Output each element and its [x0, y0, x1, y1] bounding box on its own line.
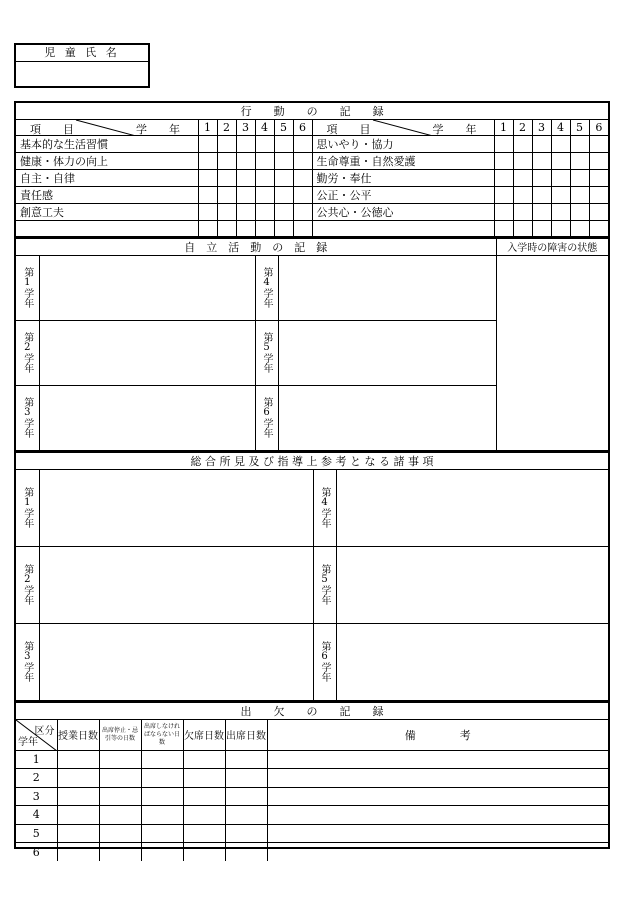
- behavior-mark-cell[interactable]: [198, 204, 217, 221]
- attendance-grade: 4: [16, 806, 57, 825]
- behavior-mark-cell[interactable]: [589, 204, 608, 221]
- overall-entry-2[interactable]: [39, 546, 313, 623]
- corner-grade: 学年: [18, 736, 38, 748]
- overall-entry-6[interactable]: [336, 623, 608, 700]
- attendance-corner: [16, 719, 57, 750]
- attendance-count-cell[interactable]: [225, 769, 267, 788]
- grade-header: 6: [589, 120, 608, 136]
- attendance-count-cell[interactable]: [225, 824, 267, 843]
- behavior-mark-cell[interactable]: [274, 187, 293, 204]
- behavior-item-left: 基本的な生活習慣: [16, 136, 198, 153]
- attendance-count-cell[interactable]: [141, 806, 183, 825]
- attendance-count-cell[interactable]: [99, 843, 141, 862]
- disability-state-entry[interactable]: [496, 255, 608, 450]
- attendance-count-cell[interactable]: [183, 824, 225, 843]
- grade-header: 1: [198, 120, 217, 136]
- attendance-header: 出席日数: [225, 719, 267, 750]
- behavior-item-right: 思いやり・協力: [312, 136, 494, 153]
- grade-header: 1: [494, 120, 513, 136]
- behavior-mark-cell[interactable]: [532, 204, 551, 221]
- behavior-item-right: [312, 221, 494, 237]
- attendance-row: [16, 769, 608, 788]
- overall-entry-4[interactable]: [336, 469, 608, 546]
- behavior-mark-cell[interactable]: [217, 153, 236, 170]
- behavior-item-left: [16, 221, 198, 237]
- behavior-mark-cell[interactable]: [494, 187, 513, 204]
- attendance-count-cell[interactable]: [57, 806, 99, 825]
- behavior-mark-cell[interactable]: [198, 136, 217, 153]
- behavior-record-table: [16, 103, 608, 237]
- attendance-count-cell[interactable]: [99, 750, 141, 769]
- student-name-field[interactable]: [16, 62, 148, 87]
- attendance-remarks-cell[interactable]: [267, 843, 608, 862]
- attendance-count-cell[interactable]: [141, 750, 183, 769]
- independence-entry-2[interactable]: [39, 320, 255, 385]
- behavior-mark-cell[interactable]: [532, 221, 551, 237]
- attendance-grade: 1: [16, 750, 57, 769]
- behavior-row: [16, 136, 608, 153]
- behavior-mark-cell[interactable]: [589, 136, 608, 153]
- behavior-mark-cell[interactable]: [494, 170, 513, 187]
- attendance-title: 出 欠 の 記 録: [16, 702, 608, 720]
- behavior-mark-cell[interactable]: [274, 136, 293, 153]
- independence-entry-1[interactable]: [39, 255, 255, 320]
- behavior-mark-cell[interactable]: [570, 204, 589, 221]
- behavior-mark-cell[interactable]: [236, 187, 255, 204]
- behavior-mark-cell[interactable]: [293, 170, 312, 187]
- attendance-count-cell[interactable]: [225, 806, 267, 825]
- overall-entry-1[interactable]: [39, 469, 313, 546]
- attendance-count-cell[interactable]: [141, 787, 183, 806]
- behavior-mark-cell[interactable]: [274, 170, 293, 187]
- behavior-row: [16, 187, 608, 204]
- behavior-mark-cell[interactable]: [217, 204, 236, 221]
- behavior-mark-cell[interactable]: [255, 153, 274, 170]
- attendance-header: 欠席日数: [183, 719, 225, 750]
- attendance-remarks-cell[interactable]: [267, 750, 608, 769]
- grade-header: 6: [293, 120, 312, 136]
- behavior-mark-cell[interactable]: [274, 153, 293, 170]
- attendance-header: 出席しなければならない日数: [141, 719, 183, 750]
- attendance-count-cell[interactable]: [99, 824, 141, 843]
- attendance-grade: 6: [16, 843, 57, 862]
- overall-entry-3[interactable]: [39, 623, 313, 700]
- behavior-item-left: 責任感: [16, 187, 198, 204]
- student-name-label: 児 童 氏 名: [16, 45, 148, 62]
- behavior-mark-cell[interactable]: [293, 187, 312, 204]
- grade-label: 第2学年: [16, 320, 39, 385]
- behavior-mark-cell[interactable]: [274, 204, 293, 221]
- behavior-mark-cell[interactable]: [570, 221, 589, 237]
- independence-entry-6[interactable]: [278, 385, 496, 450]
- behavior-mark-cell[interactable]: [532, 153, 551, 170]
- grade-label: 第5学年: [313, 546, 336, 623]
- grade-header: 4: [255, 120, 274, 136]
- behavior-mark-cell[interactable]: [255, 187, 274, 204]
- grade-header: 3: [532, 120, 551, 136]
- behavior-mark-cell[interactable]: [293, 204, 312, 221]
- attendance-count-cell[interactable]: [57, 824, 99, 843]
- overall-title: 総 合 所 見 及 び 指 導 上 参 考 と な る 諸 事 項: [16, 452, 608, 470]
- behavior-item-right: 公正・公平: [312, 187, 494, 204]
- attendance-row: [16, 806, 608, 825]
- behavior-mark-cell[interactable]: [570, 187, 589, 204]
- col-item-right: 項 目: [326, 123, 371, 136]
- attendance-count-cell[interactable]: [99, 806, 141, 825]
- disability-state-title: 入学時の障害の状態: [496, 238, 608, 256]
- attendance-count-cell[interactable]: [183, 843, 225, 862]
- grade-header: 2: [513, 120, 532, 136]
- behavior-item-right: 生命尊重・自然愛護: [312, 153, 494, 170]
- grade-label: 第1学年: [16, 255, 39, 320]
- attendance-count-cell[interactable]: [141, 824, 183, 843]
- behavior-mark-cell[interactable]: [551, 153, 570, 170]
- behavior-mark-cell[interactable]: [570, 136, 589, 153]
- grade-label: 第1学年: [16, 469, 39, 546]
- behavior-mark-cell[interactable]: [217, 221, 236, 237]
- grade-label: 第3学年: [16, 385, 39, 450]
- behavior-mark-cell[interactable]: [570, 170, 589, 187]
- behavior-mark-cell[interactable]: [494, 136, 513, 153]
- behavior-mark-cell[interactable]: [589, 153, 608, 170]
- remarks-header: 備 考: [267, 719, 608, 750]
- attendance-grade: 3: [16, 787, 57, 806]
- behavior-mark-cell[interactable]: [513, 221, 532, 237]
- attendance-count-cell[interactable]: [183, 787, 225, 806]
- attendance-count-cell[interactable]: [57, 843, 99, 862]
- behavior-mark-cell[interactable]: [198, 221, 217, 237]
- col-item-left: 項 目: [30, 123, 74, 136]
- overall-entry-5[interactable]: [336, 546, 608, 623]
- attendance-remarks-cell[interactable]: [267, 769, 608, 788]
- independence-entry-5[interactable]: [278, 320, 496, 385]
- grade-label: 第5学年: [255, 320, 278, 385]
- attendance-count-cell[interactable]: [225, 750, 267, 769]
- grade-header: 4: [551, 120, 570, 136]
- behavior-mark-cell[interactable]: [551, 136, 570, 153]
- behavior-mark-cell[interactable]: [532, 170, 551, 187]
- behavior-mark-cell[interactable]: [255, 204, 274, 221]
- behavior-mark-cell[interactable]: [198, 153, 217, 170]
- behavior-mark-cell[interactable]: [236, 136, 255, 153]
- grade-header: 3: [236, 120, 255, 136]
- attendance-count-cell[interactable]: [57, 769, 99, 788]
- behavior-mark-cell[interactable]: [513, 187, 532, 204]
- behavior-mark-cell[interactable]: [513, 204, 532, 221]
- behavior-mark-cell[interactable]: [236, 221, 255, 237]
- attendance-header: 授業日数: [57, 719, 99, 750]
- attendance-remarks-cell[interactable]: [267, 806, 608, 825]
- behavior-row: [16, 221, 608, 237]
- attendance-grade: 5: [16, 824, 57, 843]
- behavior-item-right: 公共心・公徳心: [312, 204, 494, 221]
- behavior-mark-cell[interactable]: [513, 170, 532, 187]
- behavior-mark-cell[interactable]: [236, 170, 255, 187]
- behavior-mark-cell[interactable]: [589, 170, 608, 187]
- attendance-count-cell[interactable]: [141, 843, 183, 862]
- behavior-mark-cell[interactable]: [217, 187, 236, 204]
- grade-label: 第3学年: [16, 623, 39, 700]
- grade-header: 5: [570, 120, 589, 136]
- grade-label: 第4学年: [255, 255, 278, 320]
- attendance-count-cell[interactable]: [99, 769, 141, 788]
- behavior-mark-cell[interactable]: [532, 187, 551, 204]
- behavior-mark-cell[interactable]: [589, 221, 608, 237]
- attendance-remarks-cell[interactable]: [267, 787, 608, 806]
- behavior-mark-cell[interactable]: [513, 136, 532, 153]
- attendance-count-cell[interactable]: [183, 769, 225, 788]
- behavior-header-left: [16, 120, 198, 136]
- grade-header: 5: [274, 120, 293, 136]
- behavior-mark-cell[interactable]: [255, 136, 274, 153]
- behavior-mark-cell[interactable]: [255, 221, 274, 237]
- behavior-mark-cell[interactable]: [513, 153, 532, 170]
- col-grade-left: 学 年: [136, 123, 180, 136]
- behavior-item-left: 自主・自律: [16, 170, 198, 187]
- attendance-table: [16, 701, 608, 862]
- behavior-mark-cell[interactable]: [532, 136, 551, 153]
- independence-entry-4[interactable]: [278, 255, 496, 320]
- behavior-item-left: 創意工夫: [16, 204, 198, 221]
- behavior-mark-cell[interactable]: [570, 153, 589, 170]
- behavior-mark-cell[interactable]: [551, 221, 570, 237]
- attendance-remarks-cell[interactable]: [267, 824, 608, 843]
- independence-title: 自 立 活 動 の 記 録: [16, 238, 496, 256]
- attendance-count-cell[interactable]: [225, 787, 267, 806]
- behavior-row: [16, 170, 608, 187]
- attendance-count-cell[interactable]: [141, 769, 183, 788]
- behavior-mark-cell[interactable]: [494, 153, 513, 170]
- attendance-row: [16, 750, 608, 769]
- grade-label: 第6学年: [255, 385, 278, 450]
- record-sheet: [14, 101, 610, 859]
- attendance-header: 出席停止・忌引等の日数: [99, 719, 141, 750]
- behavior-row: [16, 204, 608, 221]
- behavior-row: [16, 153, 608, 170]
- attendance-row: [16, 824, 608, 843]
- student-name-box: [14, 43, 150, 88]
- attendance-count-cell[interactable]: [183, 750, 225, 769]
- behavior-mark-cell[interactable]: [494, 204, 513, 221]
- behavior-title: 行 動 の 記 録: [16, 103, 608, 120]
- col-grade-right: 学 年: [432, 123, 477, 136]
- overall-remarks-table: [16, 451, 608, 701]
- attendance-row: [16, 843, 608, 862]
- independence-record-table: [16, 237, 608, 451]
- attendance-count-cell[interactable]: [183, 806, 225, 825]
- attendance-row: [16, 787, 608, 806]
- behavior-mark-cell[interactable]: [274, 221, 293, 237]
- behavior-mark-cell[interactable]: [198, 170, 217, 187]
- grade-label: 第2学年: [16, 546, 39, 623]
- behavior-mark-cell[interactable]: [236, 204, 255, 221]
- attendance-count-cell[interactable]: [57, 787, 99, 806]
- behavior-item-left: 健康・体力の向上: [16, 153, 198, 170]
- independence-entry-3[interactable]: [39, 385, 255, 450]
- behavior-mark-cell[interactable]: [589, 187, 608, 204]
- behavior-mark-cell[interactable]: [551, 187, 570, 204]
- behavior-mark-cell[interactable]: [217, 136, 236, 153]
- behavior-item-right: 勤労・奉仕: [312, 170, 494, 187]
- corner-category: 区分: [34, 725, 55, 737]
- grade-label: 第4学年: [313, 469, 336, 546]
- attendance-grade: 2: [16, 769, 57, 788]
- behavior-header-right: [312, 120, 494, 136]
- behavior-mark-cell[interactable]: [551, 204, 570, 221]
- behavior-mark-cell[interactable]: [293, 153, 312, 170]
- attendance-count-cell[interactable]: [225, 843, 267, 862]
- behavior-mark-cell[interactable]: [217, 170, 236, 187]
- grade-header: 2: [217, 120, 236, 136]
- behavior-mark-cell[interactable]: [494, 221, 513, 237]
- behavior-mark-cell[interactable]: [293, 136, 312, 153]
- behavior-mark-cell[interactable]: [551, 170, 570, 187]
- attendance-count-cell[interactable]: [57, 750, 99, 769]
- behavior-mark-cell[interactable]: [198, 187, 217, 204]
- behavior-mark-cell[interactable]: [236, 153, 255, 170]
- grade-label: 第6学年: [313, 623, 336, 700]
- behavior-mark-cell[interactable]: [255, 170, 274, 187]
- behavior-mark-cell[interactable]: [293, 221, 312, 237]
- attendance-count-cell[interactable]: [99, 787, 141, 806]
